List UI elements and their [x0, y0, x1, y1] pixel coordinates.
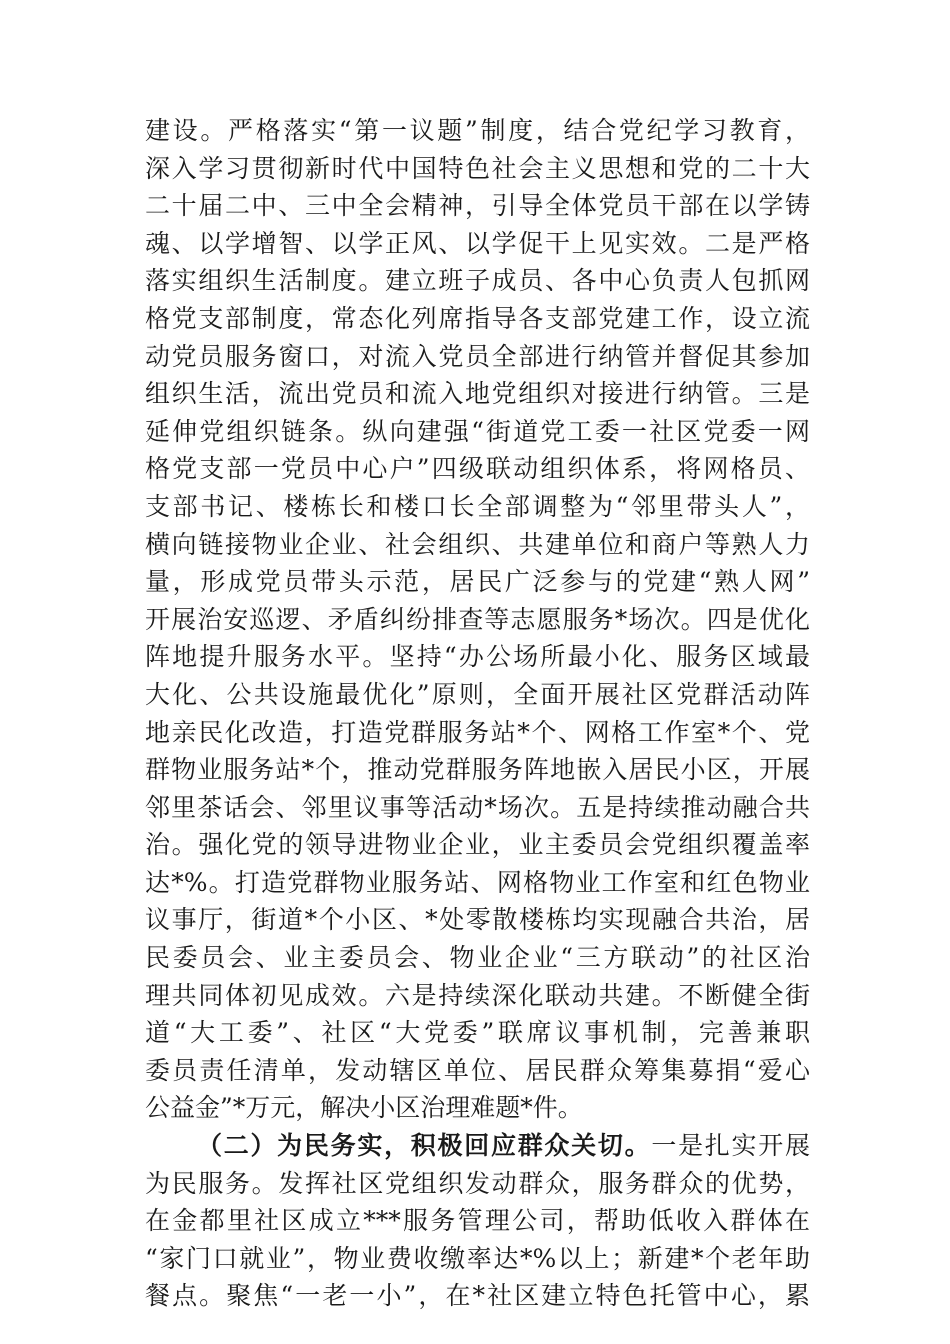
paragraph-first-line [145, 1127, 810, 1165]
text-line: 深入学习贯彻新时代中国特色社会主义思想和党的二十大 [145, 153, 810, 183]
text-line: “家门口就业”，物业费收缴率达*%以上；新建*个老年助 [145, 1243, 810, 1273]
text-line: 组织生活，流出党员和流入地党组织对接进行纳管。三是 [145, 379, 810, 409]
text-line: 横向链接物业企业、社会组织、共建单位和商户等熟人力 [145, 529, 810, 559]
paragraph-serving-people [145, 1127, 810, 1315]
text-line: 延伸党组织链条。纵向建强“街道党工委一社区党委一网 [145, 416, 810, 446]
text-line: 大化、公共设施最优化”原则，全面开展社区党群活动阵 [145, 679, 810, 709]
text-line: 群物业服务站*个，推动党群服务阵地嵌入居民小区，开展 [145, 755, 810, 785]
text-line: 为民服务。发挥社区党组织发动群众，服务群众的优势， [145, 1168, 810, 1198]
text-line: 格党支部一党员中心户”四级联动组织体系，将网格员、 [145, 454, 810, 484]
paragraph-party-building [145, 112, 810, 1127]
text-line: 餐点。聚焦“一老一小”，在*社区建立特色托管中心，累 [145, 1281, 810, 1311]
text-line: 二十届二中、三中全会精神，引导全体党员干部在以学铸 [145, 191, 810, 221]
text-line: 公益金”*万元，解决小区治理难题*件。 [145, 1093, 583, 1123]
text-line: 魂、以学增智、以学正风、以学促干上见实效。二是严格 [145, 228, 810, 258]
document-body [145, 112, 810, 1315]
text-line: 格党支部制度，常态化列席指导各支部党建工作，设立流 [145, 303, 810, 333]
text-line: 委员责任清单，发动辖区单位、居民群众筹集募捐“爱心 [145, 1055, 810, 1085]
text-line: 建设。严格落实“第一议题”制度，结合党纪学习教育， [145, 116, 810, 145]
text-line: 达*%。打造党群物业服务站、网格物业工作室和红色物业 [145, 867, 810, 897]
text-line: 落实组织生活制度。建立班子成员、各中心负责人包抓网 [145, 266, 810, 296]
text-line: 议事厅，街道*个小区、*处零散楼栋均实现融合共治，居 [145, 905, 810, 935]
text-fragment: 一是扎实开展 [651, 1131, 810, 1161]
text-line: 道“大工委”、社区“大党委”联席议事机制，完善兼职 [145, 1018, 810, 1048]
section-heading: （二）为民务实，积极回应群众关切。 [197, 1131, 652, 1161]
text-line: 理共同体初见成效。六是持续深化联动共建。不断健全街 [145, 980, 810, 1010]
text-line: 在金都里社区成立***服务管理公司，帮助低收入群体在 [145, 1206, 810, 1236]
text-line: 治。强化党的领导进物业企业，业主委员会党组织覆盖率 [145, 830, 810, 860]
text-line: 开展治安巡逻、矛盾纠纷排查等志愿服务*场次。四是优化 [145, 604, 810, 634]
text-line: 地亲民化改造，打造党群服务站*个、网格工作室*个、党 [145, 717, 810, 747]
text-line: 邻里茶话会、邻里议事等活动*场次。五是持续推动融合共 [145, 792, 810, 822]
text-line: 阵地提升服务水平。坚持“办公场所最小化、服务区域最 [145, 642, 810, 672]
text-line: 量，形成党员带头示范，居民广泛参与的党建“熟人网” [145, 567, 810, 597]
text-line: 民委员会、业主委员会、物业企业“三方联动”的社区治 [145, 943, 810, 973]
text-line: 动党员服务窗口，对流入党员全部进行纳管并督促其参加 [145, 341, 810, 371]
text-line: 支部书记、楼栋长和楼口长全部调整为“邻里带头人”， [145, 491, 810, 521]
